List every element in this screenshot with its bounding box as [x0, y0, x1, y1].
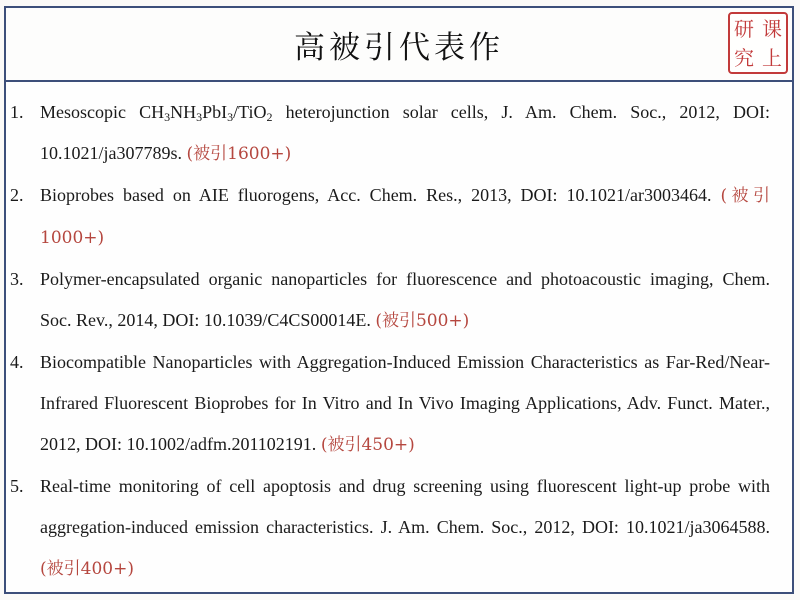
ref-text: Real-time monitoring of cell apoptosis and drug screening using fluorescent light-up probe with aggregation-induced emission characteristics. J. Am. Chem. Soc., 2012, DOI: 10.1021/ja3064588. [40, 476, 770, 537]
seal-char: 课 [762, 16, 782, 41]
seal-stamp [728, 12, 788, 74]
paper-list [10, 92, 770, 590]
title-band [6, 8, 792, 82]
page-title: 高被引代表作 [294, 29, 504, 66]
item-number: 5. [10, 476, 24, 496]
paper-reference [40, 466, 770, 590]
ref-text: heterojunction solar cells, J. Am. Chem. Soc., 2012, DOI: 10.1021/ja307789s. [40, 102, 770, 163]
ref-text: Mesoscopic CH [40, 102, 165, 122]
ref-text: /TiO [233, 102, 267, 122]
paper-reference [40, 92, 770, 175]
citation-count: (被引450+) [320, 435, 415, 455]
list-item [10, 259, 770, 342]
paper-reference [40, 342, 770, 466]
list-item [10, 342, 770, 466]
item-number: 4. [10, 352, 24, 372]
item-number: 1. [10, 102, 24, 122]
seal-char: 上 [762, 45, 782, 70]
list-item [10, 92, 770, 175]
seal-char: 究 [734, 45, 754, 70]
ref-text: NH [170, 102, 197, 122]
subscript: 3 [227, 110, 234, 124]
citation-count: (被引1000+) [40, 186, 770, 248]
list-item [10, 466, 770, 590]
subscript: 3 [196, 110, 203, 124]
citation-count: (被引1600+) [186, 144, 292, 164]
subscript: 3 [164, 110, 171, 124]
ref-text: Biocompatible Nanoparticles with Aggregation-Induced Emission Characteristics as Far-Red/Near-Infrared Fluorescent Bioprobes for In Vitro and In Vivo Imaging Applications, Adv. Funct. Mater., 2012, DOI: 10.1002/adfm.201102191. [40, 352, 770, 454]
list-item [10, 175, 770, 259]
item-number: 2. [10, 185, 24, 205]
paper-reference [40, 175, 770, 259]
citation-count: (被引500+) [375, 311, 470, 331]
paper-reference [40, 259, 770, 342]
seal-char: 研 [734, 16, 754, 41]
item-number: 3. [10, 269, 24, 289]
ref-text: Bioprobes based on AIE fluorogens, Acc. Chem. Res., 2013, DOI: 10.1021/ar3003464. [40, 185, 721, 205]
citation-count: (被引400+) [40, 559, 134, 579]
ref-text: Polymer-encapsulated organic nanoparticles for fluorescence and photoacoustic imaging, Chem. Soc. Rev., 2014, DOI: 10.1039/C4CS00014E. [40, 269, 770, 330]
ref-text: PbI [202, 102, 228, 122]
subscript: 2 [266, 110, 273, 124]
